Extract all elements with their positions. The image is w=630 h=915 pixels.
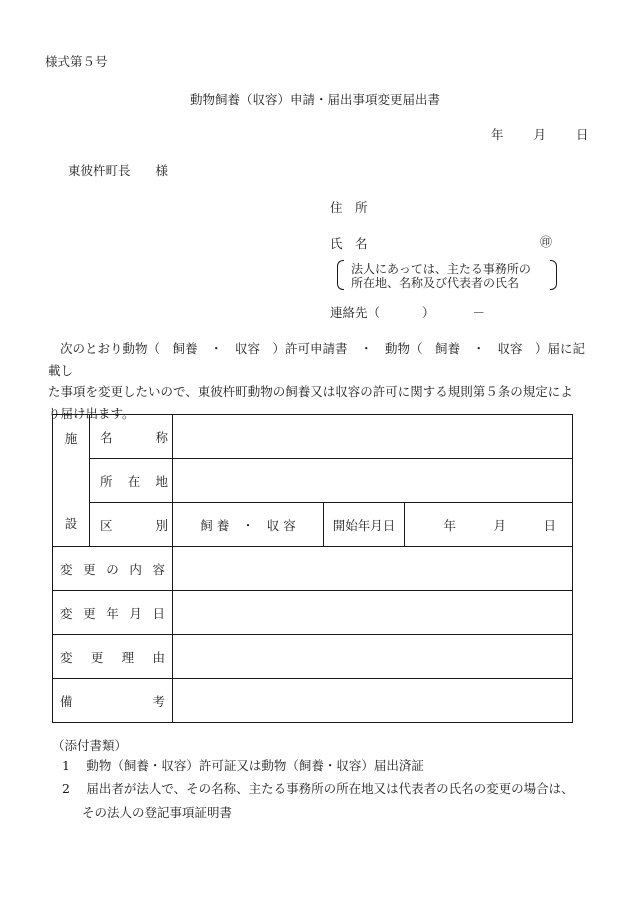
date-line — [491, 125, 589, 143]
attachments-header: （添付書類） — [52, 738, 128, 753]
right-bracket — [550, 260, 557, 290]
division-char: 区 — [100, 517, 113, 533]
name-char: 名 — [100, 429, 113, 445]
remarks-char: 考 — [152, 693, 165, 709]
location-label-cell — [90, 459, 173, 503]
start-date-label: 開始年月日 — [332, 517, 396, 533]
name-label: 氏 名 — [330, 236, 368, 251]
change-reason-char: 更 — [90, 649, 104, 665]
change-date-char: 日 — [152, 605, 165, 621]
change-reason-label-cell — [53, 635, 173, 679]
seal-mark: ㊞ — [540, 235, 553, 249]
table-row — [53, 547, 573, 591]
attachment-item-2: 2 届出者が法人で、その名称、主たる事務所の所在地又は代表者の氏名の変更の場合は、 — [62, 781, 574, 796]
division-value: 飼 養 ・ 収 容 — [200, 517, 296, 533]
body-line-1: 次のとおり動物（ 飼養 ・ 収容 ）許可申請書 ・ 動物（ 飼養 ・ 収容 ）届に記載し — [48, 341, 586, 378]
table-row — [53, 503, 573, 547]
table-row — [53, 635, 573, 679]
change-date-char: 更 — [83, 605, 96, 621]
left-bracket — [337, 260, 344, 290]
addressee: 東彼杵町長 様 — [68, 163, 169, 178]
division-label-cell — [90, 503, 173, 547]
change-date-value-cell[interactable] — [173, 591, 573, 635]
remarks-value-cell[interactable] — [173, 679, 573, 723]
facility-char-2: 設 — [64, 516, 78, 531]
contact-label: 連絡先（ — [330, 305, 381, 320]
change-reason-char: 理 — [121, 649, 135, 665]
start-date-label-cell — [324, 503, 405, 547]
change-date-char: 変 — [60, 605, 73, 621]
remarks-char: 備 — [60, 693, 73, 709]
change-date-char: 月 — [129, 605, 142, 621]
change-date-label-cell — [53, 591, 173, 635]
corporate-note-line2: 所在地、名称及び代表者の氏名 — [351, 276, 520, 290]
remarks-label-cell — [53, 679, 173, 723]
table-row — [53, 415, 573, 459]
change-content-char: 内 — [129, 561, 142, 577]
attachment-item-2-continued: その法人の登記事項証明書 — [82, 805, 233, 820]
division-value-cell[interactable] — [173, 503, 324, 547]
change-content-value-cell[interactable] — [173, 547, 573, 591]
contact-line — [330, 303, 485, 321]
name-label-cell — [90, 415, 173, 459]
body-line-3: り届け出ます。 — [48, 405, 135, 421]
body-line-2: た事項を変更したいので、東彼杵町動物の飼養又は収容の許可に関する規則第５条の規定によ — [48, 384, 573, 399]
change-reason-value-cell[interactable] — [173, 635, 573, 679]
table-row — [53, 679, 573, 723]
date-year-label: 年 — [491, 127, 504, 142]
change-reason-char: 由 — [152, 649, 165, 665]
location-value-cell[interactable] — [173, 459, 573, 503]
change-date-char: 年 — [106, 605, 119, 621]
start-date-value: 年 月 日 — [443, 517, 557, 533]
attachment-item-1: 1 動物（飼養・収容）許可証又は動物（飼養・収容）届出済証 — [62, 758, 424, 773]
change-content-char: 更 — [83, 561, 96, 577]
start-date-value-cell[interactable] — [405, 503, 573, 547]
change-content-char: 容 — [152, 561, 165, 577]
change-reason-char: 変 — [60, 649, 73, 665]
notification-table — [52, 414, 573, 723]
location-char: 地 — [155, 473, 168, 489]
page-title: 動物飼養（収容）申請・届出事項変更届出書 — [189, 92, 440, 107]
name-value-cell[interactable] — [173, 415, 573, 459]
table-row — [53, 459, 573, 503]
body-text — [48, 338, 588, 424]
name-char: 称 — [155, 429, 168, 445]
corporate-note — [343, 260, 549, 290]
address-label: 住 所 — [330, 200, 368, 215]
contact-dash: － — [472, 305, 486, 320]
location-char: 所 — [100, 473, 113, 489]
form-number: 様式第５号 — [45, 54, 108, 69]
date-month-label: 月 — [533, 127, 547, 142]
change-content-char: の — [106, 561, 119, 577]
division-char: 別 — [155, 517, 168, 533]
facility-char-1: 施 — [64, 431, 78, 446]
change-content-char: 変 — [60, 561, 73, 577]
location-char: 在 — [127, 473, 141, 489]
corporate-note-line1: 法人にあっては、主たる事務所の — [351, 262, 531, 276]
change-content-label-cell — [53, 547, 173, 591]
facility-label-cell — [53, 415, 90, 547]
contact-paren-close: ） — [422, 305, 435, 320]
date-day-label: 日 — [576, 127, 589, 142]
table-row — [53, 591, 573, 635]
